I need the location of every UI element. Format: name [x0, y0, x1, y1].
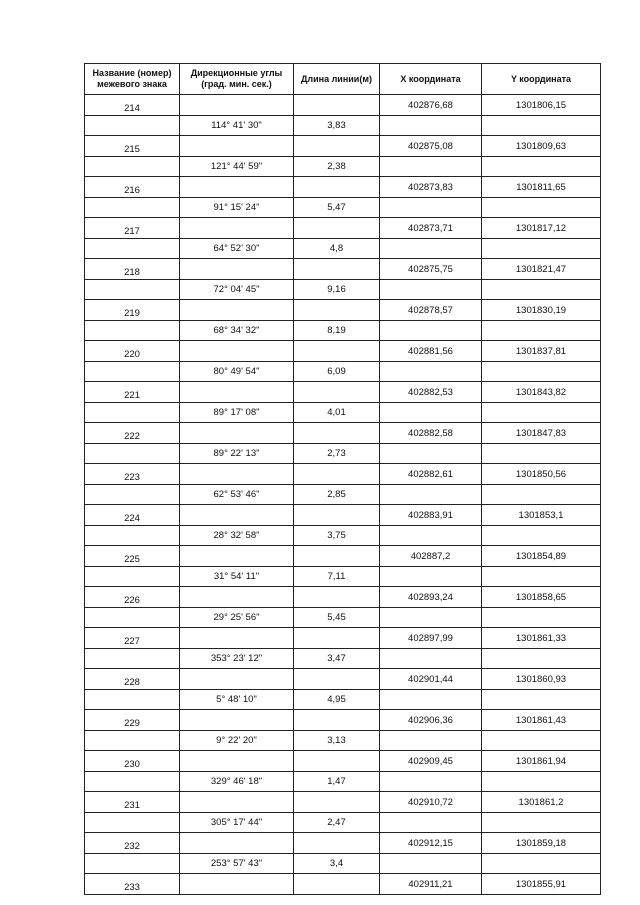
line-length-cell: 9,16: [294, 280, 380, 300]
empty-cell: [180, 628, 294, 649]
empty-cell: [85, 362, 180, 382]
x-coordinate-cell: 402881,56: [380, 341, 482, 362]
line-length-cell: 3,47: [294, 649, 380, 669]
empty-cell: [85, 239, 180, 259]
empty-cell: [294, 710, 380, 731]
empty-cell: [85, 854, 180, 874]
empty-cell: [294, 464, 380, 485]
y-coordinate-cell: 1301837,81: [482, 341, 601, 362]
y-coordinate-cell: 1301861,94: [482, 751, 601, 772]
empty-cell: [294, 95, 380, 116]
table-row: [85, 526, 601, 546]
y-coordinate-cell: 1301811,65: [482, 177, 601, 198]
coordinates-sheet: [84, 63, 600, 895]
line-length-cell: 3,4: [294, 854, 380, 874]
empty-cell: [482, 198, 601, 218]
empty-cell: [380, 690, 482, 710]
line-length-cell: 8,19: [294, 321, 380, 341]
table-row: [85, 546, 601, 567]
empty-cell: [380, 526, 482, 546]
y-coordinate-cell: 1301858,65: [482, 587, 601, 608]
empty-cell: [85, 485, 180, 505]
line-length-cell: 4,8: [294, 239, 380, 259]
empty-cell: [180, 751, 294, 772]
table-row: [85, 751, 601, 772]
table-row: [85, 608, 601, 628]
point-name-cell: 227: [85, 628, 180, 649]
empty-cell: [380, 813, 482, 833]
direction-angle-cell: 91° 15' 24": [180, 198, 294, 218]
empty-cell: [380, 485, 482, 505]
point-name-cell: 231: [85, 792, 180, 813]
table-row: [85, 95, 601, 116]
y-coordinate-cell: 1301854,89: [482, 546, 601, 567]
empty-cell: [380, 362, 482, 382]
point-name-cell: 222: [85, 423, 180, 444]
table-row: [85, 772, 601, 792]
table-row: [85, 628, 601, 649]
empty-cell: [85, 198, 180, 218]
line-length-cell: 5,47: [294, 198, 380, 218]
table-row: [85, 362, 601, 382]
x-coordinate-cell: 402882,58: [380, 423, 482, 444]
empty-cell: [482, 280, 601, 300]
empty-cell: [380, 444, 482, 464]
direction-angle-cell: 31° 54' 11": [180, 567, 294, 587]
direction-angle-cell: 80° 49' 54": [180, 362, 294, 382]
empty-cell: [180, 423, 294, 444]
direction-angle-cell: 114° 41' 30": [180, 116, 294, 136]
table-row: [85, 813, 601, 833]
empty-cell: [180, 546, 294, 567]
point-name-cell: 224: [85, 505, 180, 526]
table-row: [85, 259, 601, 280]
empty-cell: [85, 116, 180, 136]
table-row: [85, 485, 601, 505]
empty-cell: [180, 874, 294, 895]
point-name-cell: 230: [85, 751, 180, 772]
empty-cell: [180, 710, 294, 731]
empty-cell: [380, 157, 482, 177]
empty-cell: [482, 403, 601, 423]
empty-cell: [85, 567, 180, 587]
header-x-coordinate: X координата: [380, 64, 482, 95]
empty-cell: [180, 300, 294, 321]
point-name-cell: 221: [85, 382, 180, 403]
table-body: [85, 95, 601, 895]
x-coordinate-cell: 402873,71: [380, 218, 482, 239]
y-coordinate-cell: 1301859,18: [482, 833, 601, 854]
y-coordinate-cell: 1301843,82: [482, 382, 601, 403]
table-row: [85, 587, 601, 608]
table-row: [85, 136, 601, 157]
empty-cell: [482, 649, 601, 669]
table-row: [85, 321, 601, 341]
empty-cell: [482, 157, 601, 177]
empty-cell: [482, 854, 601, 874]
table-row: [85, 854, 601, 874]
empty-cell: [180, 382, 294, 403]
empty-cell: [180, 259, 294, 280]
empty-cell: [294, 751, 380, 772]
line-length-cell: 4,95: [294, 690, 380, 710]
empty-cell: [482, 321, 601, 341]
table-row: [85, 464, 601, 485]
direction-angle-cell: 68° 34' 32": [180, 321, 294, 341]
y-coordinate-cell: 1301817,12: [482, 218, 601, 239]
line-length-cell: 3,13: [294, 731, 380, 751]
empty-cell: [180, 792, 294, 813]
empty-cell: [482, 731, 601, 751]
x-coordinate-cell: 402901,44: [380, 669, 482, 690]
x-coordinate-cell: 402883,91: [380, 505, 482, 526]
direction-angle-cell: 253° 57' 43": [180, 854, 294, 874]
x-coordinate-cell: 402882,53: [380, 382, 482, 403]
line-length-cell: 2,38: [294, 157, 380, 177]
empty-cell: [294, 792, 380, 813]
direction-angle-cell: 353° 23' 12": [180, 649, 294, 669]
empty-cell: [180, 505, 294, 526]
empty-cell: [294, 423, 380, 444]
header-row: [85, 64, 601, 95]
empty-cell: [380, 731, 482, 751]
table-row: [85, 792, 601, 813]
y-coordinate-cell: 1301861,33: [482, 628, 601, 649]
empty-cell: [85, 772, 180, 792]
empty-cell: [380, 649, 482, 669]
empty-cell: [482, 690, 601, 710]
empty-cell: [294, 587, 380, 608]
table-row: [85, 669, 601, 690]
empty-cell: [380, 403, 482, 423]
x-coordinate-cell: 402897,99: [380, 628, 482, 649]
table-row: [85, 567, 601, 587]
empty-cell: [294, 218, 380, 239]
direction-angle-cell: 29° 25' 56": [180, 608, 294, 628]
empty-cell: [380, 198, 482, 218]
empty-cell: [85, 813, 180, 833]
direction-angle-cell: 5° 48' 10": [180, 690, 294, 710]
line-length-cell: 6,09: [294, 362, 380, 382]
table-row: [85, 649, 601, 669]
empty-cell: [294, 341, 380, 362]
header-y-coordinate: Y координата: [482, 64, 601, 95]
empty-cell: [482, 116, 601, 136]
empty-cell: [85, 157, 180, 177]
empty-cell: [85, 321, 180, 341]
empty-cell: [180, 218, 294, 239]
x-coordinate-cell: 402887,2: [380, 546, 482, 567]
empty-cell: [294, 669, 380, 690]
direction-angle-cell: 9° 22' 20": [180, 731, 294, 751]
table-row: [85, 157, 601, 177]
empty-cell: [380, 854, 482, 874]
direction-angle-cell: 72° 04' 45": [180, 280, 294, 300]
empty-cell: [85, 608, 180, 628]
line-length-cell: 2,47: [294, 813, 380, 833]
direction-angle-cell: 305° 17' 44": [180, 813, 294, 833]
x-coordinate-cell: 402873,83: [380, 177, 482, 198]
empty-cell: [294, 546, 380, 567]
x-coordinate-cell: 402906,36: [380, 710, 482, 731]
empty-cell: [180, 177, 294, 198]
y-coordinate-cell: 1301806,15: [482, 95, 601, 116]
point-name-cell: 228: [85, 669, 180, 690]
table-row: [85, 874, 601, 895]
empty-cell: [180, 587, 294, 608]
x-coordinate-cell: 402878,57: [380, 300, 482, 321]
table-row: [85, 444, 601, 464]
table-row: [85, 177, 601, 198]
direction-angle-cell: 89° 22' 13": [180, 444, 294, 464]
empty-cell: [180, 833, 294, 854]
point-name-cell: 220: [85, 341, 180, 362]
x-coordinate-cell: 402893,24: [380, 587, 482, 608]
empty-cell: [85, 444, 180, 464]
point-name-cell: 214: [85, 95, 180, 116]
empty-cell: [294, 382, 380, 403]
empty-cell: [294, 505, 380, 526]
empty-cell: [85, 690, 180, 710]
x-coordinate-cell: 402912,15: [380, 833, 482, 854]
point-name-cell: 215: [85, 136, 180, 157]
empty-cell: [380, 608, 482, 628]
x-coordinate-cell: 402876,68: [380, 95, 482, 116]
y-coordinate-cell: 1301830,19: [482, 300, 601, 321]
empty-cell: [482, 608, 601, 628]
empty-cell: [85, 649, 180, 669]
direction-angle-cell: 121° 44' 59": [180, 157, 294, 177]
line-length-cell: 7,11: [294, 567, 380, 587]
direction-angle-cell: 329° 46' 18": [180, 772, 294, 792]
table-row: [85, 690, 601, 710]
empty-cell: [85, 280, 180, 300]
x-coordinate-cell: 402875,08: [380, 136, 482, 157]
point-name-cell: 218: [85, 259, 180, 280]
table-row: [85, 403, 601, 423]
table-row: [85, 382, 601, 403]
empty-cell: [294, 177, 380, 198]
empty-cell: [380, 280, 482, 300]
empty-cell: [294, 833, 380, 854]
line-length-cell: 2,73: [294, 444, 380, 464]
empty-cell: [482, 526, 601, 546]
point-name-cell: 229: [85, 710, 180, 731]
point-name-cell: 232: [85, 833, 180, 854]
point-name-cell: 225: [85, 546, 180, 567]
direction-angle-cell: 62° 53' 46": [180, 485, 294, 505]
table-row: [85, 218, 601, 239]
empty-cell: [180, 136, 294, 157]
line-length-cell: 5,45: [294, 608, 380, 628]
table-row: [85, 280, 601, 300]
direction-angle-cell: 64° 52' 30": [180, 239, 294, 259]
point-name-cell: 217: [85, 218, 180, 239]
x-coordinate-cell: 402875,75: [380, 259, 482, 280]
point-name-cell: 216: [85, 177, 180, 198]
empty-cell: [294, 874, 380, 895]
y-coordinate-cell: 1301861,43: [482, 710, 601, 731]
header-line-length: Длина линии(м): [294, 64, 380, 95]
table-row: [85, 300, 601, 321]
empty-cell: [482, 362, 601, 382]
empty-cell: [180, 341, 294, 362]
table-row: [85, 505, 601, 526]
table-row: [85, 198, 601, 218]
empty-cell: [482, 813, 601, 833]
empty-cell: [380, 239, 482, 259]
empty-cell: [85, 526, 180, 546]
empty-cell: [85, 731, 180, 751]
point-name-cell: 226: [85, 587, 180, 608]
x-coordinate-cell: 402910,72: [380, 792, 482, 813]
y-coordinate-cell: 1301821,47: [482, 259, 601, 280]
point-name-cell: 233: [85, 874, 180, 895]
empty-cell: [380, 321, 482, 341]
empty-cell: [482, 485, 601, 505]
line-length-cell: 4,01: [294, 403, 380, 423]
y-coordinate-cell: 1301860,93: [482, 669, 601, 690]
empty-cell: [482, 772, 601, 792]
x-coordinate-cell: 402909,45: [380, 751, 482, 772]
line-length-cell: 2,85: [294, 485, 380, 505]
header-direction-angle: Дирекционные углы (град. мин. сек.): [180, 64, 294, 95]
empty-cell: [85, 403, 180, 423]
y-coordinate-cell: 1301855,91: [482, 874, 601, 895]
table-row: [85, 116, 601, 136]
empty-cell: [380, 567, 482, 587]
y-coordinate-cell: 1301861,2: [482, 792, 601, 813]
y-coordinate-cell: 1301850,56: [482, 464, 601, 485]
empty-cell: [482, 239, 601, 259]
line-length-cell: 3,83: [294, 116, 380, 136]
point-name-cell: 223: [85, 464, 180, 485]
empty-cell: [294, 628, 380, 649]
x-coordinate-cell: 402882,61: [380, 464, 482, 485]
empty-cell: [180, 95, 294, 116]
x-coordinate-cell: 402911,21: [380, 874, 482, 895]
direction-angle-cell: 28° 32' 58": [180, 526, 294, 546]
empty-cell: [294, 300, 380, 321]
empty-cell: [380, 116, 482, 136]
point-name-cell: 219: [85, 300, 180, 321]
direction-angle-cell: 89° 17' 08": [180, 403, 294, 423]
y-coordinate-cell: 1301853,1: [482, 505, 601, 526]
empty-cell: [294, 136, 380, 157]
header-point-name: Название (номер) межевого знака: [85, 64, 180, 95]
empty-cell: [380, 772, 482, 792]
table-row: [85, 833, 601, 854]
table-row: [85, 341, 601, 362]
empty-cell: [294, 259, 380, 280]
line-length-cell: 1,47: [294, 772, 380, 792]
coordinates-table: [84, 63, 601, 895]
y-coordinate-cell: 1301847,83: [482, 423, 601, 444]
table-row: [85, 731, 601, 751]
table-row: [85, 710, 601, 731]
line-length-cell: 3,75: [294, 526, 380, 546]
empty-cell: [180, 669, 294, 690]
empty-cell: [180, 464, 294, 485]
table-row: [85, 423, 601, 444]
y-coordinate-cell: 1301809,63: [482, 136, 601, 157]
empty-cell: [482, 444, 601, 464]
empty-cell: [482, 567, 601, 587]
table-row: [85, 239, 601, 259]
